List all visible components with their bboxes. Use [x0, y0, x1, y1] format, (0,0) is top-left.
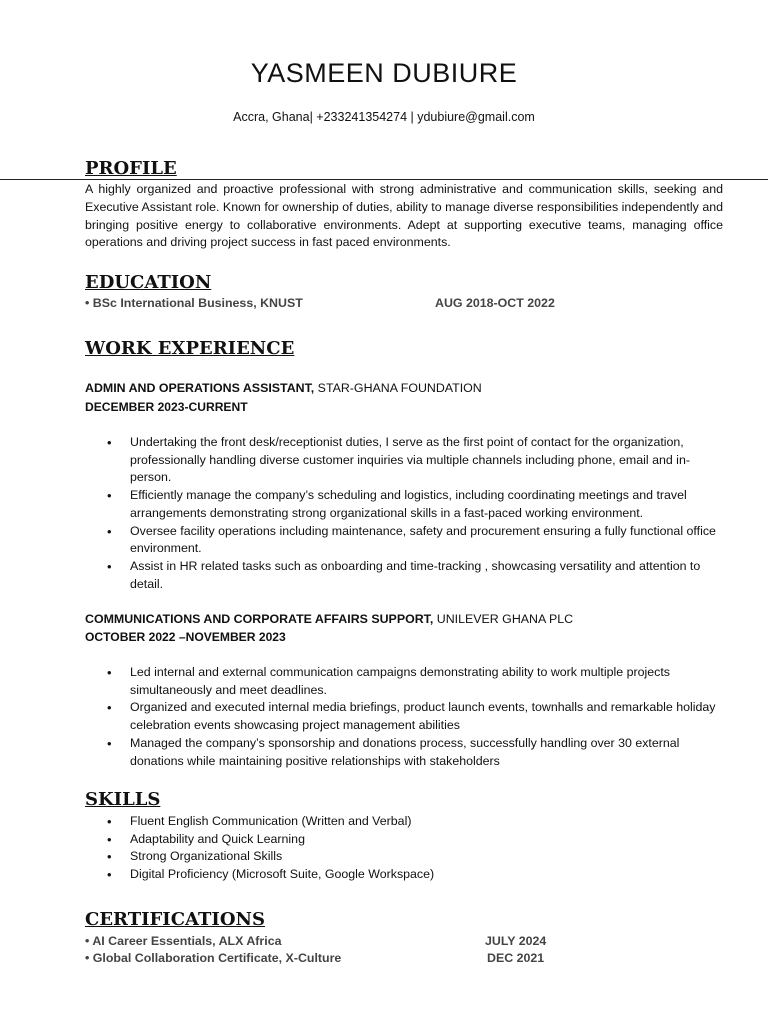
list-item: • Fluent English Communication (Written and Verbal): [85, 813, 725, 831]
list-item: • Managed the company’s sponsorship and donations process, successfully handling over 30 external donations while maintaining positive relationships with stakeholders: [85, 735, 725, 770]
education-date: AUG 2018-OCT 2022: [435, 296, 555, 310]
section-title-skills: SKILLS: [85, 789, 161, 810]
list-item: • Led internal and external communication campaigns demonstrating ability to work multiple projects simultaneously and meet deadlines.: [85, 664, 725, 699]
list-item: • Oversee facility operations including maintenance, safety and procurement ensuring a fully functional office environment.: [85, 523, 725, 558]
job-bullets-2: [85, 664, 725, 770]
certification-date-2: DEC 2021: [487, 951, 545, 965]
job-title-1: [85, 381, 482, 395]
list-item: • Adaptability and Quick Learning: [85, 831, 725, 849]
list-item: • Undertaking the front desk/receptionist duties, I serve as the first point of contact for the organization, professionally handling diverse customer inquiries via multiple channels including phone, email and in-person.: [85, 434, 725, 487]
section-title-education: EDUCATION: [85, 272, 212, 293]
profile-summary: A highly organized and proactive professional with strong administrative and communication skills, seeking and Executive Assistant role. Known for ownership of duties, ability to manage diverse responsibilities independently and bringing positive energy to collaborative environments. Adept at supporting executive teams, managing office operations and driving project success in fast paced environments.: [85, 182, 723, 250]
header-divider: [0, 179, 768, 180]
job-role: COMMUNICATIONS AND CORPORATE AFFAIRS SUPPORT,: [85, 612, 434, 626]
skills-list: [85, 813, 725, 884]
section-title-profile: PROFILE: [85, 158, 177, 179]
education-entry: • BSc International Business, KNUST: [85, 296, 303, 310]
contact-line: Accra, Ghana| +233241354274 | ydubiure@gmail.com: [233, 110, 535, 124]
section-title-work-experience: WORK EXPERIENCE: [85, 338, 295, 359]
list-item: • Organized and executed internal media briefings, product launch events, townhalls and remarkable holiday celebration events showcasing project management abilities: [85, 699, 725, 734]
job-dates-1: DECEMBER 2023-CURRENT: [85, 400, 248, 414]
certification-entry-2: • Global Collaboration Certificate, X-Culture: [85, 951, 342, 965]
job-bullets-1: [85, 434, 725, 593]
list-item: • Assist in HR related tasks such as onboarding and time-tracking , showcasing versatility and attention to detail.: [85, 558, 725, 593]
job-organization: UNILEVER GHANA PLC: [433, 612, 574, 626]
list-item: • Digital Proficiency (Microsoft Suite, Google Workspace): [85, 866, 725, 884]
list-item: • Efficiently manage the company’s scheduling and logistics, including coordinating meetings and travel arrangements demonstrating strong organizational skills in a fast-paced working environment.: [85, 487, 725, 522]
candidate-name: YASMEEN DUBIURE: [250, 58, 518, 88]
list-item: • Strong Organizational Skills: [85, 848, 725, 866]
certification-date-1: JULY 2024: [485, 934, 547, 948]
job-organization: STAR-GHANA FOUNDATION: [314, 381, 482, 395]
certification-entry-1: • AI Career Essentials, ALX Africa: [85, 934, 282, 948]
job-role: ADMIN AND OPERATIONS ASSISTANT,: [85, 381, 315, 395]
job-title-2: [85, 612, 573, 626]
job-dates-2: OCTOBER 2022 –NOVEMBER 2023: [85, 630, 286, 644]
section-title-certifications: CERTIFICATIONS: [85, 909, 265, 930]
